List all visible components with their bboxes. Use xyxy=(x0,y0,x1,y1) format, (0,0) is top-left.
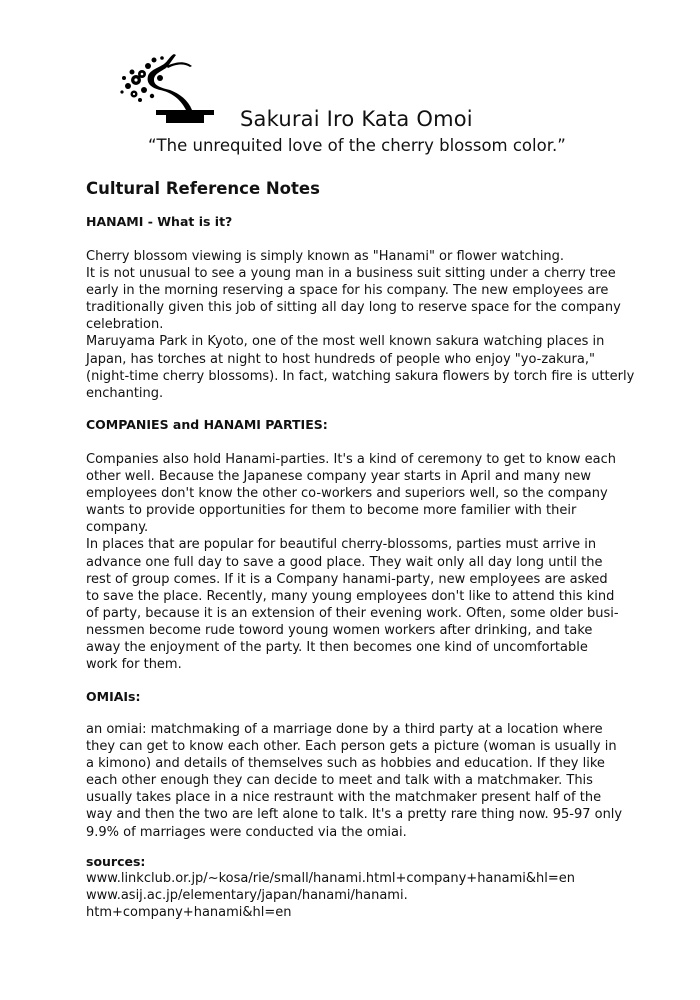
source-link: www.asij.ac.jp/elementary/japan/hanami/hanami. xyxy=(86,888,408,904)
text-line: other well. Because the Japanese company year starts in April and many new xyxy=(86,469,592,485)
text-line: usually takes place in a nice restraunt with the matchmaker present half of the xyxy=(86,790,602,806)
text-line: work for them. xyxy=(86,657,182,673)
text-line: they can get to know each other. Each person gets a picture (woman is usually in xyxy=(86,739,617,755)
text-line: wants to provide opportunities for them to become more familier with their xyxy=(86,503,577,519)
text-line: celebration. xyxy=(86,317,164,333)
sources-list xyxy=(86,870,575,921)
text-line: traditionally given this job of sitting all day long to reserve space for the company xyxy=(86,300,621,316)
omiais-heading: OMIAIs: xyxy=(86,689,141,704)
text-line: Maruyama Park in Kyoto, one of the most well known sakura watching places in xyxy=(86,334,605,350)
text-line: to save the place. Recently, many young employees don't like to attend this kind xyxy=(86,588,615,604)
text-line: It is not unusual to see a young man in a business suit sitting under a cherry tree xyxy=(86,266,616,282)
text-line: In places that are popular for beautiful cherry-blossoms, parties must arrive in xyxy=(86,537,597,553)
text-line: advance one full day to save a good place. They wait only all day long until the xyxy=(86,554,603,570)
text-line: way and then the two are left alone to talk. It's a pretty rare thing now. 95-97 only xyxy=(86,807,623,823)
text-line: 9.9% of marriages were conducted via the omiai. xyxy=(86,824,407,840)
sources-heading: sources: xyxy=(86,854,146,869)
companies-heading: COMPANIES and HANAMI PARTIES: xyxy=(86,417,328,432)
hanami-heading: HANAMI - What is it? xyxy=(86,214,233,229)
text-line: company. xyxy=(86,520,149,536)
text-line: Cherry blossom viewing is simply known as "Hanami" or flower watching. xyxy=(86,249,565,264)
text-line: an omiai: matchmaking of a marriage done by a third party at a location where xyxy=(86,722,603,737)
source-link: www.linkclub.or.jp/~kosa/rie/small/hanami.html+company+hanami&hl=en xyxy=(86,871,575,886)
text-line: early in the morning reserving a space for his company. The new employees are xyxy=(86,283,609,299)
text-line: away the enjoyment of the party. It then becomes one kind of uncomfortable xyxy=(86,640,588,656)
text-line: of party, because it is an extension of their evening work. Often, some older busi- xyxy=(86,605,619,621)
document-subtitle: “The unrequited love of the cherry blossom color.” xyxy=(148,136,566,155)
text-line: (night-time cherry blossoms). In fact, watching sakura flowers by torch fire is utterly xyxy=(86,368,635,384)
text-line: Japan, has torches at night to host hundreds of people who enjoy "yo-zakura," xyxy=(86,351,595,367)
text-line: Companies also hold Hanami-parties. It's a kind of ceremony to get to know each xyxy=(86,452,617,467)
text-line: a kimono) and details of themselves such as hobbies and education. If they like xyxy=(86,756,605,772)
source-link: htm+company+hanami&hl=en xyxy=(86,905,292,921)
text-line: enchanting. xyxy=(86,385,164,401)
omiais-paragraph xyxy=(86,721,646,841)
text-line: rest of group comes. If it is a Company hanami-party, new employees are asked xyxy=(86,571,608,587)
section-title: Cultural Reference Notes xyxy=(86,179,320,198)
text-line: employees don't know the other co-workers and superiors well, so the company xyxy=(86,486,608,502)
document-title: Sakurai Iro Kata Omoi xyxy=(240,107,473,131)
hanami-paragraph xyxy=(86,248,646,402)
text-line: each other enough they can decide to meet and talk with a matchmaker. This xyxy=(86,773,593,789)
companies-paragraph xyxy=(86,451,646,673)
bonsai-cherry-tree-icon xyxy=(114,50,244,132)
text-line: nessmen become rude toword young women workers after drinking, and take xyxy=(86,622,593,638)
